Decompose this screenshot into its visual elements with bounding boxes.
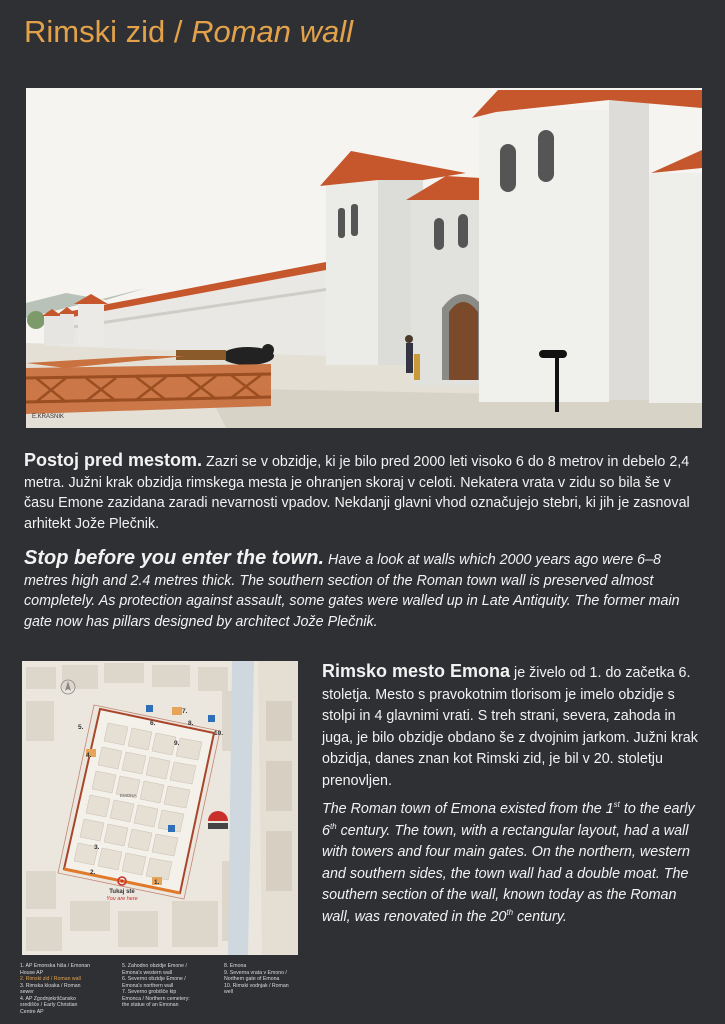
legend-item: 4. AP Zgodnjekrščansko središče / Early Christian Centre AP (20, 995, 78, 1015)
lead-english-1: Stop before you enter the town. (24, 547, 325, 569)
map-number-7: 7. (182, 708, 188, 715)
legend-item: 9. Severna vrata v Emono / Northern gate of Emona (224, 969, 287, 982)
body-slovene-2: je živelo od 1. do začetka 6. stoletja. Mesto s pravokotnim tlorisom je imelo obzidje s stolpi in 4 glavnimi vrati. S treh strani, severa, zahoda in juga, je bilo obzidje obdano še z dvojnim jarkom. Južni krak obzidja, danes znan kot Rimski zid, je bil v 20. stoletju prenovljen. (322, 665, 698, 789)
legend-item: 8. Emona (224, 963, 247, 969)
legend-item: 6. Severno obzidje Emone / Emona's northern wall (122, 976, 186, 989)
map-town-label: EMONA (120, 793, 137, 798)
legend-column-1 (20, 963, 92, 1015)
map-number-3: 3. (94, 844, 100, 851)
title-separator: / (165, 14, 192, 49)
body-english-1: Have a look at walls which 2000 years ago were 6–8 metres high and 2.4 metres thick. The southern section of the Roman town wall is preserved almost completely. As protection against assault, some gates were walled up in Late Antiquity. The former main gate now has pillars designed by architect Jože Plečnik. (24, 552, 680, 630)
legend-item: 1. AP Emonska hiša / Emonan House AP (20, 963, 90, 976)
lead-slovene-2: Rimsko mesto Emona (322, 661, 511, 681)
legend-column-3 (224, 963, 296, 996)
paragraph-slovene-2 (322, 661, 704, 792)
legend-item-highlight: 2. Rimski zid / Roman wall (20, 976, 81, 982)
legend-item: 10. Rimski vodnjak / Roman well (224, 982, 289, 995)
map-number-5: 5. (78, 724, 84, 731)
emona-map (22, 661, 298, 955)
paragraph-slovene-1 (24, 450, 704, 534)
map-number-8: 8. (188, 720, 194, 727)
lead-slovene-1: Postoj pred mestom. (24, 450, 203, 470)
body-slovene-1: Zazri se v obzidje, ki je bilo pred 2000 leti visoko 6 do 8 metrov in debelo 2,4 metra. Južni krak obzidja rimskega mesta je ohranjen skoraj v celoti. Nekatera vrata v zidu so bila še v času Emone zazidana zaradi nevarnosti vpadov. Nekdanji glavni vhod označujejo stebri, ki jih je zasnoval arhitekt Jože Plečnik. (24, 454, 690, 532)
legend-column-2 (122, 963, 194, 1009)
legend-item: 5. Zahodno obzidje Emone / Emona's western wall (122, 963, 187, 976)
paragraph-english-1 (24, 548, 704, 632)
map-number-10: 10. (214, 730, 224, 737)
title-english: Roman wall (191, 14, 354, 49)
illustration-signature: E.KRASNIK (32, 414, 65, 420)
panel-title (24, 14, 353, 50)
you-are-here-slovene: Tukaj ste (109, 889, 135, 895)
map-number-9: 9. (174, 740, 180, 747)
title-slovene: Rimski zid (24, 14, 166, 49)
map-number-2: 2. (90, 869, 96, 876)
legend-item: 3. Rimska kloaka / Roman sewer (20, 982, 81, 995)
map-number-4: 4. (86, 752, 92, 759)
map-number-6: 6. (150, 720, 156, 727)
paragraph-english-2: The Roman town of Emona existed from the 1st to the early 6th century. The town, with a rectangular layout, had a wall with towers and four main gates. On the northern, western and southern sides, the town wall had a double moat. The southern section of the wall, known today as the Roman wall, was renovated in the 20th century. (322, 800, 695, 925)
roman-wall-illustration (26, 88, 702, 428)
legend-item: 7. Severno grobišče kip Emonca / Northern cemetery: the statue of an Emonan (122, 989, 190, 1008)
map-number-1: 1. (154, 879, 160, 886)
you-are-here-english: You are here (106, 896, 138, 902)
